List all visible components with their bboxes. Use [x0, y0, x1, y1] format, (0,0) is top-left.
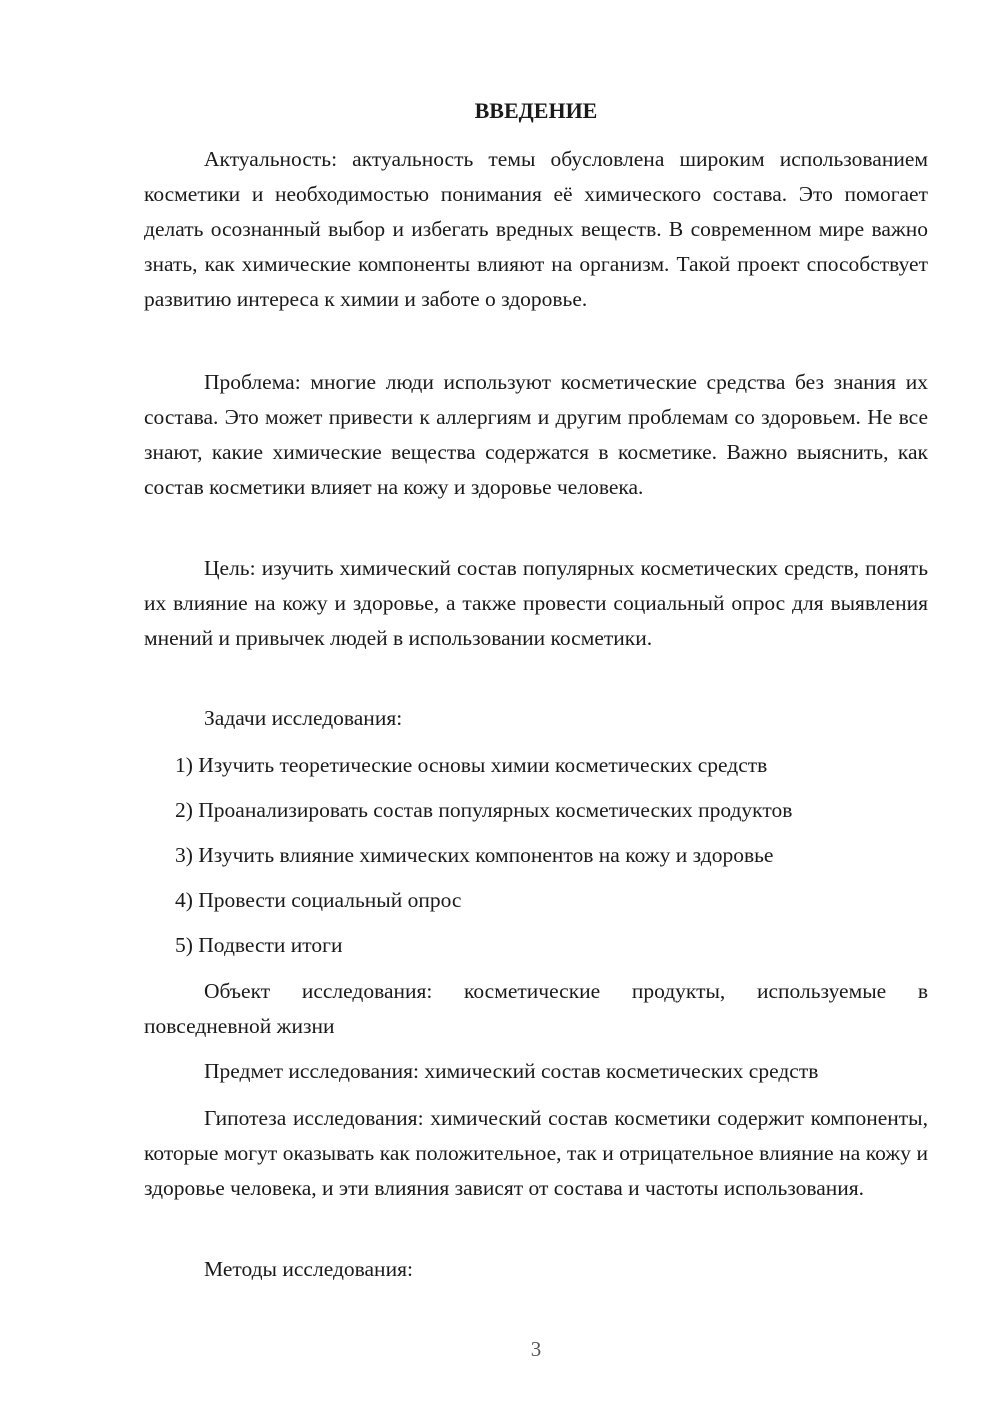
object-paragraph: Объект исследования: косметические продукты, используемые в повседневной жизни: [144, 979, 928, 1038]
relevance-paragraph: Актуальность: актуальность темы обусловлена широким использованием косметики и необходимостью понимания её химического состава. Это помогает делать осознанный выбор и избегать вредных веществ. В современном мире важно знать, как химические компоненты влияют на организм. Такой проект способствует развитию интереса к химии и заботе о здоровье.: [144, 147, 928, 311]
page-number: 3: [530, 1337, 542, 1361]
hypothesis-paragraph: Гипотеза исследования: химический состав косметики содержит компоненты, которые могут оказывать как положительное, так и отрицательное влияние на кожу и здоровье человека, и эти влияния зависят от состава и частоты использования.: [144, 1106, 928, 1200]
document-page: [144, 0, 928, 1414]
methods-label: Методы исследования:: [204, 1257, 413, 1281]
tasks-label: Задачи исследования:: [204, 706, 403, 730]
task-item-5: 5) Подвести итоги: [175, 933, 343, 957]
subject-paragraph: Предмет исследования: химический состав косметических средств: [204, 1059, 819, 1083]
section-heading: ВВЕДЕНИЕ: [474, 98, 598, 123]
task-item-2: 2) Проанализировать состав популярных косметических продуктов: [175, 798, 793, 822]
task-item-3: 3) Изучить влияние химических компонентов на кожу и здоровье: [175, 843, 774, 867]
problem-paragraph: Проблема: многие люди используют косметические средства без знания их состава. Это может привести к аллергиям и другим проблемам со здоровьем. Не все знают, какие химические вещества содержатся в косметике. Важно выяснить, как состав косметики влияет на кожу и здоровье человека.: [144, 370, 928, 499]
goal-paragraph: Цель: изучить химический состав популярных косметических средств, понять их влияние на кожу и здоровье, а также провести социальный опрос для выявления мнений и привычек людей в использовании косметики.: [144, 556, 928, 650]
task-item-1: 1) Изучить теоретические основы химии косметических средств: [175, 753, 768, 777]
task-item-4: 4) Провести социальный опрос: [175, 888, 462, 912]
